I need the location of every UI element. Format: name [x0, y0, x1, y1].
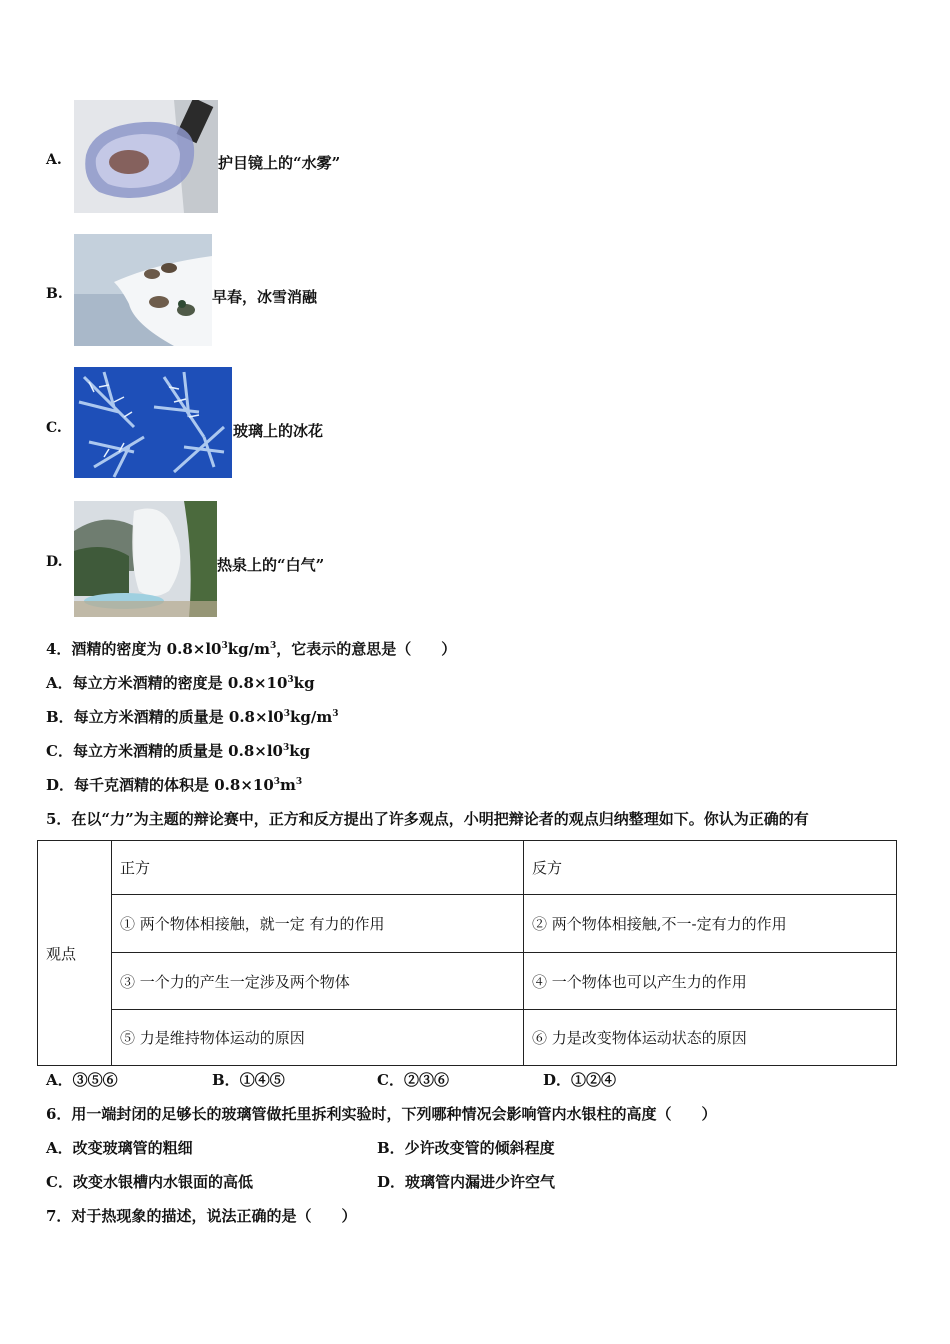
table-cell-pro-3: ⑤ 力是维持物体运动的原因: [112, 1010, 524, 1066]
question-5-option-b[interactable]: B．①④⑤: [212, 1071, 285, 1089]
question-6-option-b[interactable]: B．少许改变管的倾斜程度: [377, 1139, 555, 1157]
ducks-on-melting-ice-photo: [74, 234, 212, 346]
question-4-option-a[interactable]: A．每立方米酒精的密度是 $0.8\times 10^3kg$: [46, 674, 315, 692]
table-cell-con-2: ④ 一个物体也可以产生力的作用: [524, 953, 897, 1010]
hot-spring-steam-photo: [74, 501, 217, 617]
question-7-stem: 7．对于热现象的描述，说法正确的是（ ）: [46, 1207, 357, 1225]
option-caption-d: 热泉上的“白气”: [217, 556, 325, 574]
option-letter-b: B.: [46, 286, 63, 302]
table-header-con: 反方: [524, 841, 897, 895]
table-row-header: 观点: [38, 841, 112, 1066]
question-6-option-a[interactable]: A．改变玻璃管的粗细: [46, 1139, 193, 1157]
question-6-option-d[interactable]: D．玻璃管内漏进少许空气: [377, 1173, 556, 1191]
option-letter-d: D.: [46, 554, 63, 570]
question-4-option-b[interactable]: B．每立方米酒精的质量是 $0.8\times l0^3kg/m^3$: [46, 708, 339, 726]
table-cell-pro-2: ③ 一个力的产生一定涉及两个物体: [112, 953, 524, 1010]
question-4-stem: 4．酒精的密度为 $0.8\times l0^3kg/m^3$，它表示的意思是（ ）: [46, 640, 457, 658]
question-5-stem: 5．在以“力”为主题的辩论赛中，正方和反方提出了许多观点，小明把辩论者的观点归纳整理如下。你认为正确的有: [46, 810, 809, 828]
table-cell-con-1: ② 两个物体相接触,不一-定有力的作用: [524, 895, 897, 953]
debate-table: [37, 840, 897, 1066]
frost-on-glass-photo: [74, 367, 232, 478]
question-5-option-c[interactable]: C．②③⑥: [377, 1071, 449, 1089]
question-6-option-c[interactable]: C．改变水银槽内水银面的高低: [46, 1173, 253, 1191]
question-4-option-d[interactable]: D．每千克酒精的体积是 $0.8\times 10^3m^3$: [46, 776, 303, 794]
table-cell-con-3: ⑥ 力是改变物体运动状态的原因: [524, 1010, 897, 1066]
question-6-stem: 6．用一端封闭的足够长的玻璃管做托里拆利实验时，下列哪种情况会影响管内水银柱的高度（ ）: [46, 1105, 717, 1123]
table-cell-pro-1: ① 两个物体相接触，就一定 有力的作用: [112, 895, 524, 953]
goggles-fog-photo: [74, 100, 218, 213]
option-caption-c: 玻璃上的冰花: [233, 422, 324, 440]
question-5-option-d[interactable]: D．①②④: [543, 1071, 617, 1089]
option-letter-c: C.: [46, 420, 62, 436]
question-5-option-a[interactable]: A．③⑤⑥: [46, 1071, 118, 1089]
option-caption-a: 护目镜上的“水雾”: [218, 154, 341, 172]
option-letter-a: A.: [46, 152, 62, 168]
option-caption-b: 早春，冰雪消融: [212, 288, 318, 306]
question-4-option-c[interactable]: C．每立方米酒精的质量是 $0.8\times l0^3kg$: [46, 742, 311, 760]
table-header-pro: 正方: [112, 841, 524, 895]
